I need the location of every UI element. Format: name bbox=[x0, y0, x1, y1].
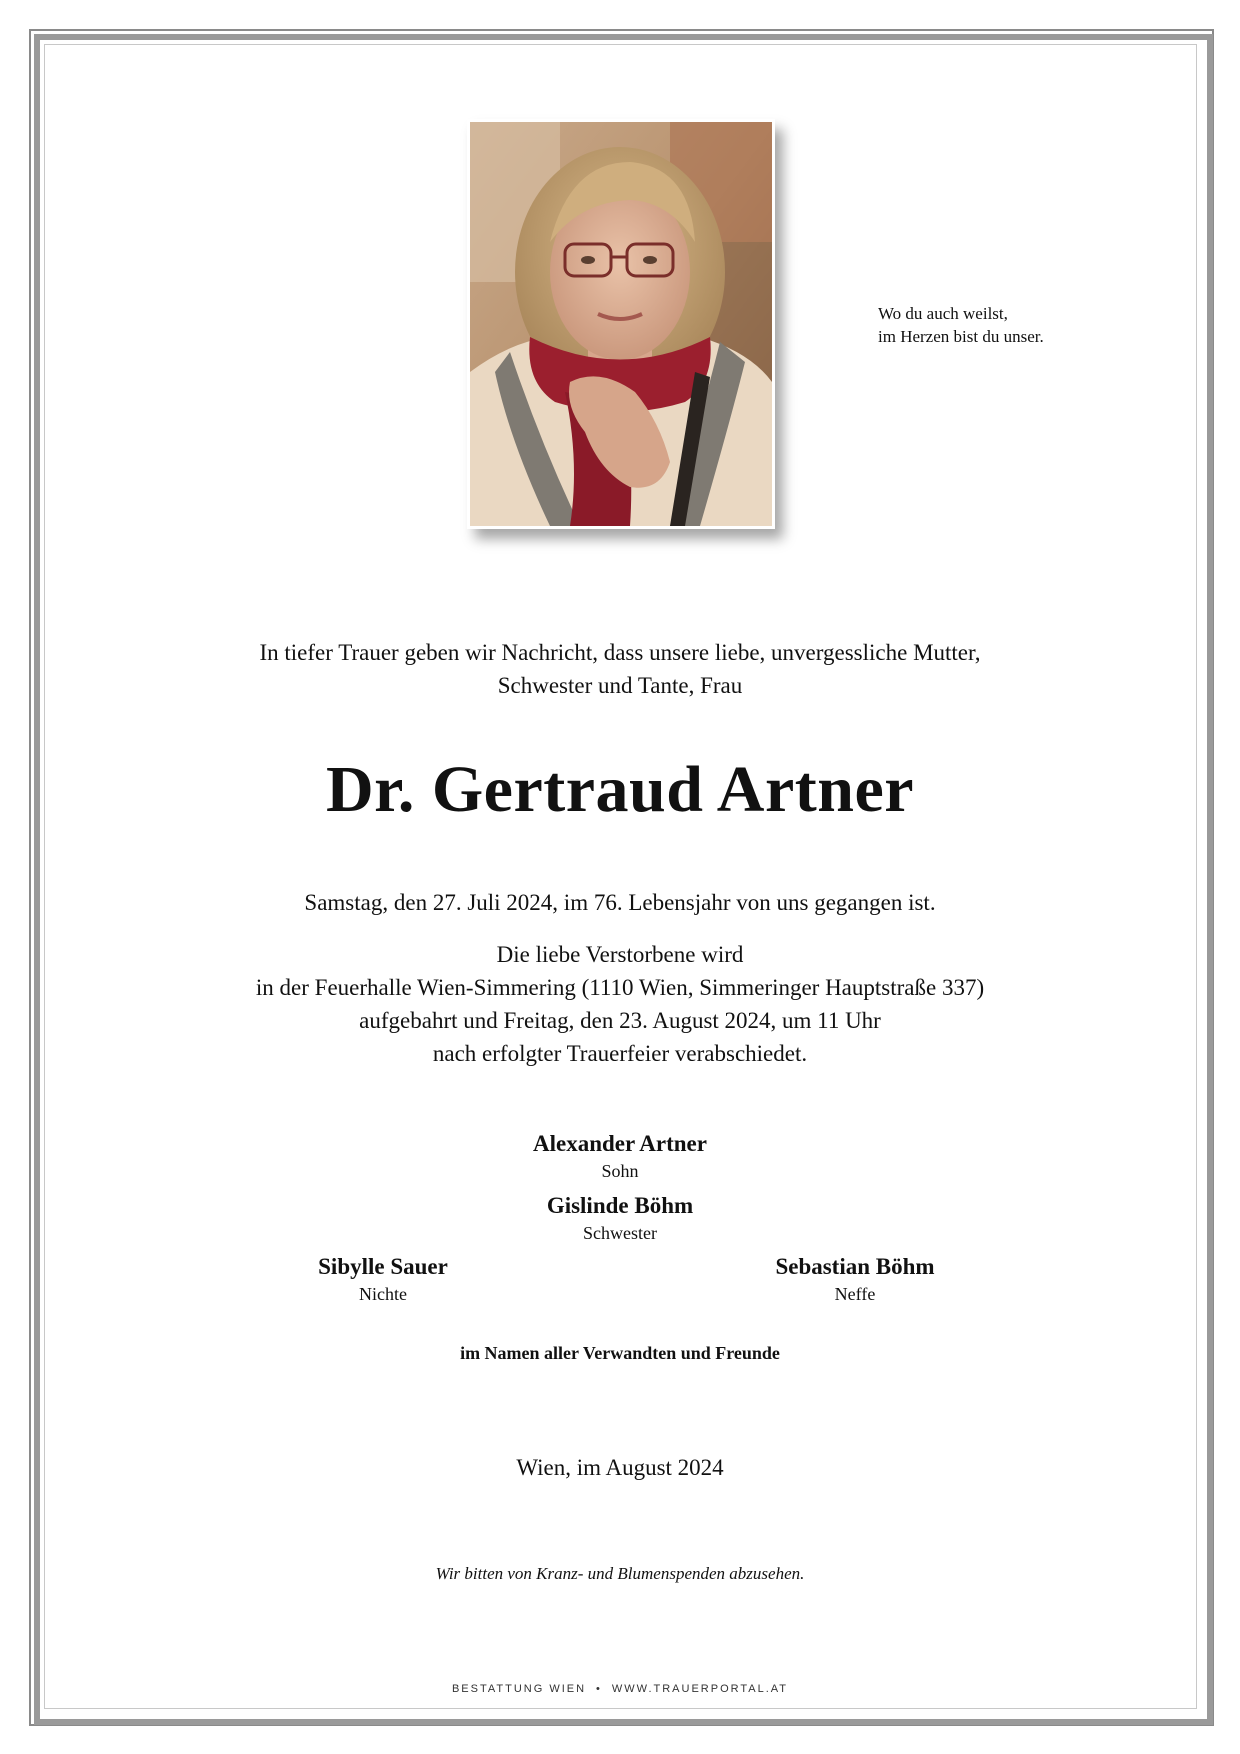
deceased-name: Dr. Gertraud Artner bbox=[325, 753, 915, 826]
motto-line-2: im Herzen bist du unser. bbox=[878, 327, 1044, 346]
footer-website-link[interactable]: WWW.TRAUERPORTAL.AT bbox=[611, 1683, 789, 1695]
ceremony-line-2: in der Feuerhalle Wien-Simmering (1110 Wien, Simmeringer Hauptstraße 337) bbox=[255, 975, 985, 1000]
ceremony-details bbox=[0, 938, 1240, 1070]
motto-quote bbox=[878, 302, 1044, 348]
mourner-sister bbox=[0, 1192, 1240, 1246]
on-behalf-line: im Namen aller Verwandten und Freunde bbox=[460, 1343, 780, 1363]
mourner-role: Sohn bbox=[601, 1161, 639, 1181]
footer bbox=[0, 1683, 1240, 1695]
death-date-line: Samstag, den 27. Juli 2024, im 76. Lebensjahr von uns gegangen ist. bbox=[304, 890, 936, 915]
ceremony-line-3: aufgebahrt und Freitag, den 23. August 2024, um 11 Uhr bbox=[359, 1008, 881, 1033]
ceremony-line-4: nach erfolgter Trauerfeier verabschiedet. bbox=[432, 1041, 808, 1066]
announcement-intro bbox=[0, 636, 1240, 702]
mourner-niece bbox=[283, 1253, 483, 1307]
portrait-photo bbox=[467, 119, 775, 529]
mourner-nephew bbox=[755, 1253, 955, 1307]
mourner-role: Nichte bbox=[359, 1284, 407, 1304]
mourner-name: Sebastian Böhm bbox=[775, 1254, 935, 1279]
intro-line-1: In tiefer Trauer geben wir Nachricht, dass unsere liebe, unvergessliche Mutter, bbox=[259, 640, 981, 665]
ceremony-line-1: Die liebe Verstorbene wird bbox=[496, 942, 744, 967]
mourner-name: Alexander Artner bbox=[533, 1131, 707, 1156]
mourner-name: Sibylle Sauer bbox=[318, 1254, 448, 1279]
footer-company: BESTATTUNG WIEN bbox=[451, 1683, 587, 1695]
intro-line-2: Schwester und Tante, Frau bbox=[497, 673, 743, 698]
mourner-role: Schwester bbox=[583, 1223, 657, 1243]
portrait-photo-icon bbox=[470, 122, 772, 526]
mourner-role: Neffe bbox=[834, 1284, 876, 1304]
mourner-son bbox=[0, 1130, 1240, 1184]
place-and-date: Wien, im August 2024 bbox=[516, 1455, 724, 1480]
motto-line-1: Wo du auch weilst, bbox=[878, 304, 1008, 323]
mourner-name: Gislinde Böhm bbox=[546, 1193, 694, 1218]
donation-request: Wir bitten von Kranz- und Blumenspenden abzusehen. bbox=[435, 1564, 805, 1583]
footer-separator: • bbox=[596, 1683, 602, 1695]
